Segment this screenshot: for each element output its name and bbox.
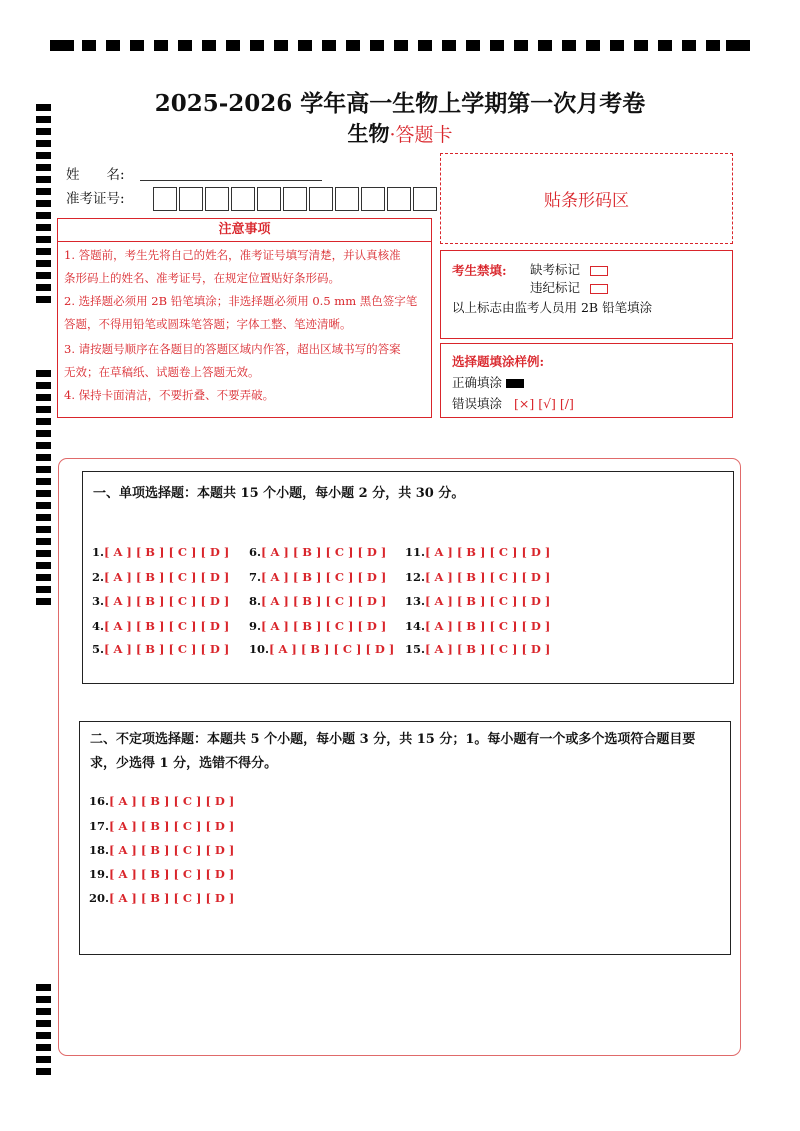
exam-id-cell[interactable] bbox=[153, 187, 177, 211]
question-row[interactable]: 18.[ A ] [ B ] [ C ] [ D ] bbox=[89, 843, 235, 857]
prohibited-note: 以上标志由监考人员用 2B 铅笔填涂 bbox=[452, 300, 653, 315]
question-row[interactable]: 13.[ A ] [ B ] [ C ] [ D ] bbox=[405, 594, 551, 608]
name-field[interactable] bbox=[140, 180, 322, 181]
wrong-fill-row bbox=[452, 394, 574, 412]
wrong-fill-label: 错误填涂 bbox=[452, 396, 503, 411]
question-row[interactable]: 11.[ A ] [ B ] [ C ] [ D ] bbox=[405, 545, 551, 559]
subtitle-separator: · bbox=[389, 124, 396, 146]
question-row[interactable]: 3.[ A ] [ B ] [ C ] [ D ] bbox=[92, 594, 230, 608]
absent-mark-row bbox=[530, 260, 608, 278]
question-row[interactable]: 14.[ A ] [ B ] [ C ] [ D ] bbox=[405, 619, 551, 633]
question-row[interactable]: 17.[ A ] [ B ] [ C ] [ D ] bbox=[89, 819, 235, 833]
question-row[interactable]: 9.[ A ] [ B ] [ C ] [ D ] bbox=[249, 619, 387, 633]
question-row[interactable]: 4.[ A ] [ B ] [ C ] [ D ] bbox=[92, 619, 230, 633]
absent-label: 缺考标记 bbox=[530, 262, 581, 277]
sample-heading: 选择题填涂样例: bbox=[452, 354, 545, 369]
name-label: 姓 名: bbox=[66, 167, 125, 183]
section2-title-line2: 求，少选得 1 分，选错不得分。 bbox=[90, 756, 278, 771]
page-subtitle bbox=[0, 118, 800, 148]
exam-id-label: 准考证号: bbox=[66, 191, 125, 207]
violation-checkbox[interactable] bbox=[590, 284, 608, 294]
question-row[interactable]: 16.[ A ] [ B ] [ C ] [ D ] bbox=[89, 794, 235, 808]
note-line: 答题，不得用铅笔或圆珠笔答题；字体工整、笔迹清晰。 bbox=[64, 317, 352, 331]
answer-sheet-label: 答题卡 bbox=[395, 124, 453, 146]
page-title: 2025-2026 学年高一生物上学期第一次月考卷 bbox=[154, 90, 646, 117]
note-line: 3. 请按题号顺序在各题目的答题区域内作答，超出区域书写的答案 bbox=[64, 342, 401, 356]
question-row[interactable]: 15.[ A ] [ B ] [ C ] [ D ] bbox=[405, 642, 551, 656]
exam-id-cell[interactable] bbox=[205, 187, 229, 211]
section1-title: 一、单项选择题：本题共 15 个小题，每小题 2 分，共 30 分。 bbox=[93, 486, 465, 501]
exam-id-cell[interactable] bbox=[361, 187, 385, 211]
exam-id-cell[interactable] bbox=[413, 187, 437, 211]
wrong-fill-examples: [×] [√] [/] bbox=[514, 396, 574, 411]
subject-name: 生物 bbox=[347, 121, 390, 146]
violation-label: 违纪标记 bbox=[530, 280, 581, 295]
barcode-area[interactable] bbox=[440, 153, 733, 244]
question-row[interactable]: 10.[ A ] [ B ] [ C ] [ D ] bbox=[249, 642, 395, 656]
question-row[interactable]: 6.[ A ] [ B ] [ C ] [ D ] bbox=[249, 545, 387, 559]
note-line: 2. 选择题必须用 2B 铅笔填涂；非选择题必须用 0.5 mm 黑色签字笔 bbox=[64, 294, 418, 308]
note-line: 4. 保持卡面清洁，不要折叠、不要弄破。 bbox=[64, 388, 275, 402]
note-line: 1. 答题前，考生先将自己的姓名，准考证号填写清楚，并认真核准 bbox=[64, 248, 401, 262]
exam-id-cell[interactable] bbox=[283, 187, 307, 211]
question-row[interactable]: 12.[ A ] [ B ] [ C ] [ D ] bbox=[405, 570, 551, 584]
correct-fill-row bbox=[452, 373, 524, 391]
note-line: 条形码上的姓名、准考证号，在规定位置贴好条形码。 bbox=[64, 271, 340, 285]
absent-checkbox[interactable] bbox=[590, 266, 608, 276]
question-row[interactable]: 8.[ A ] [ B ] [ C ] [ D ] bbox=[249, 594, 387, 608]
question-row[interactable]: 7.[ A ] [ B ] [ C ] [ D ] bbox=[249, 570, 387, 584]
exam-id-cell[interactable] bbox=[335, 187, 359, 211]
exam-id-cell[interactable] bbox=[387, 187, 411, 211]
correct-fill-label: 正确填涂 bbox=[452, 375, 503, 390]
exam-id-cell[interactable] bbox=[179, 187, 203, 211]
prohibited-label: 考生禁填: bbox=[452, 263, 507, 278]
question-row[interactable]: 20.[ A ] [ B ] [ C ] [ D ] bbox=[89, 891, 235, 905]
question-row[interactable]: 19.[ A ] [ B ] [ C ] [ D ] bbox=[89, 867, 235, 881]
notes-heading: 注意事项 bbox=[58, 219, 431, 242]
exam-id-cell[interactable] bbox=[231, 187, 255, 211]
question-row[interactable]: 2.[ A ] [ B ] [ C ] [ D ] bbox=[92, 570, 230, 584]
section2-title-line1: 二、不定项选择题：本题共 5 个小题，每小题 3 分，共 15 分；1。每小题有一个或多个选项符合题目要 bbox=[90, 732, 696, 747]
question-row[interactable]: 5.[ A ] [ B ] [ C ] [ D ] bbox=[92, 642, 230, 656]
violation-mark-row bbox=[530, 278, 608, 296]
note-line: 无效；在草稿纸、试题卷上答题无效。 bbox=[64, 365, 260, 379]
sample-box bbox=[440, 343, 733, 418]
barcode-label: 贴条形码区 bbox=[544, 191, 629, 211]
exam-id-cell[interactable] bbox=[309, 187, 333, 211]
exam-id-cell[interactable] bbox=[257, 187, 281, 211]
question-row[interactable]: 1.[ A ] [ B ] [ C ] [ D ] bbox=[92, 545, 230, 559]
filled-bubble-icon bbox=[506, 379, 524, 388]
prohibited-box bbox=[440, 250, 733, 339]
